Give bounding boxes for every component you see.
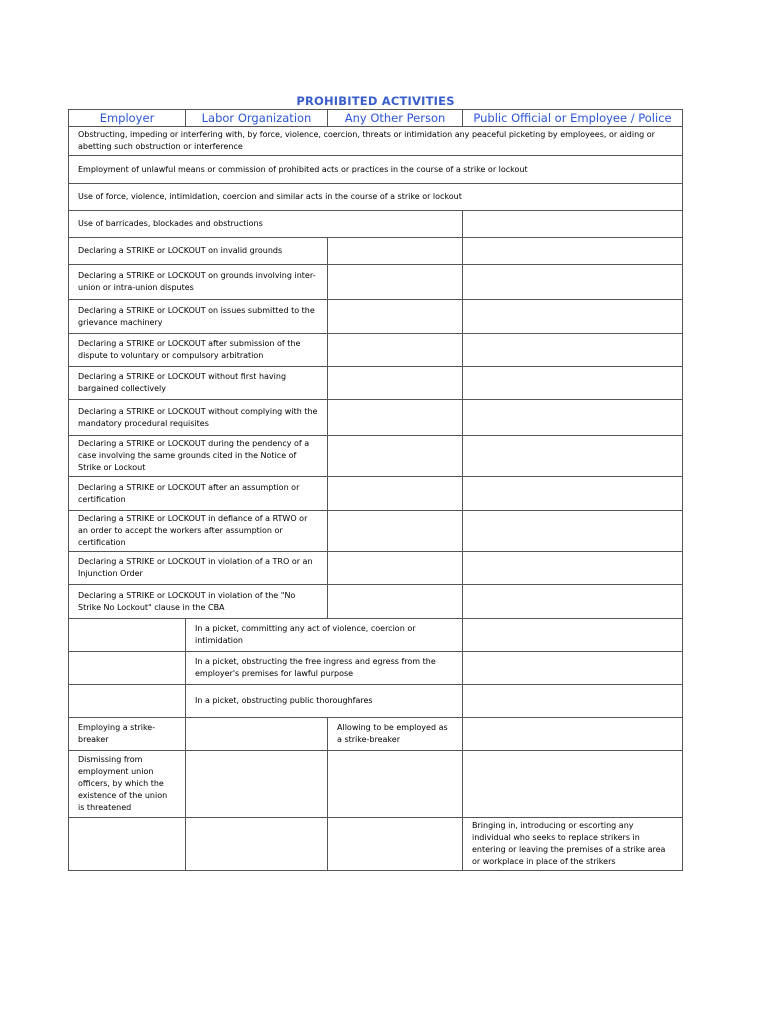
empty-cell <box>69 652 186 685</box>
table-row <box>69 685 683 718</box>
activity-cell: In a picket, obstructing the free ingress and egress from the employer's premises for lawful purpose <box>186 652 463 685</box>
empty-cell <box>463 751 683 818</box>
table-row <box>69 552 683 585</box>
activity-cell: Employment of unlawful means or commission of prohibited acts or practices in the course of a strike or lockout <box>69 156 683 184</box>
table-row <box>69 367 683 400</box>
empty-cell <box>463 511 683 552</box>
empty-cell <box>328 436 463 477</box>
empty-cell <box>328 477 463 511</box>
activity-cell: Declaring a STRIKE or LOCKOUT in violation of a TRO or an Injunction Order <box>69 552 328 585</box>
table-row <box>69 400 683 436</box>
empty-cell <box>463 334 683 367</box>
activity-cell: Obstructing, impeding or interfering with, by force, violence, coercion, threats or intimidation any peaceful picketing by employees, or aiding or abetting such obstruction or interference <box>69 127 683 156</box>
empty-cell <box>186 718 328 751</box>
empty-cell <box>328 585 463 619</box>
table-row <box>69 127 683 156</box>
prohibited-activities-table <box>68 109 683 871</box>
table-row <box>69 184 683 211</box>
empty-cell <box>186 818 328 871</box>
table-row <box>69 477 683 511</box>
empty-cell <box>463 552 683 585</box>
activity-cell: In a picket, obstructing public thoroughfares <box>186 685 463 718</box>
empty-cell <box>328 751 463 818</box>
empty-cell <box>463 367 683 400</box>
empty-cell <box>463 265 683 300</box>
activity-cell: Bringing in, introducing or escorting any individual who seeks to replace strikers in entering or leaving the premises of a strike area or workplace in place of the strikers <box>463 818 683 871</box>
activity-cell: Declaring a STRIKE or LOCKOUT without complying with the mandatory procedural requisites <box>69 400 328 436</box>
table-row <box>69 265 683 300</box>
activity-cell: Use of force, violence, intimidation, coercion and similar acts in the course of a strike or lockout <box>69 184 683 211</box>
empty-cell <box>463 400 683 436</box>
table-row <box>69 585 683 619</box>
table-row <box>69 436 683 477</box>
empty-cell <box>463 211 683 238</box>
column-header-public-official: Public Official or Employee / Police <box>463 110 683 127</box>
activity-cell: Use of barricades, blockades and obstructions <box>69 211 463 238</box>
empty-cell <box>328 818 463 871</box>
empty-cell <box>463 477 683 511</box>
empty-cell <box>186 751 328 818</box>
table-row <box>69 334 683 367</box>
empty-cell <box>328 300 463 334</box>
activity-cell: Declaring a STRIKE or LOCKOUT on invalid grounds <box>69 238 328 265</box>
table-row <box>69 619 683 652</box>
column-header-employer: Employer <box>69 110 186 127</box>
activity-cell: Declaring a STRIKE or LOCKOUT on grounds involving inter-union or intra-union disputes <box>69 265 328 300</box>
page-title: PROHIBITED ACTIVITIES <box>296 94 455 108</box>
empty-cell <box>328 552 463 585</box>
activity-cell: Declaring a STRIKE or LOCKOUT without first having bargained collectively <box>69 367 328 400</box>
empty-cell <box>463 300 683 334</box>
empty-cell <box>69 619 186 652</box>
column-header-labor-organization: Labor Organization <box>186 110 328 127</box>
empty-cell <box>463 436 683 477</box>
table-row <box>69 751 683 818</box>
column-header-any-other-person: Any Other Person <box>328 110 463 127</box>
empty-cell <box>328 511 463 552</box>
table-row <box>69 211 683 238</box>
table-row <box>69 652 683 685</box>
empty-cell <box>328 265 463 300</box>
table-row <box>69 300 683 334</box>
empty-cell <box>463 619 683 652</box>
empty-cell <box>463 718 683 751</box>
empty-cell <box>328 334 463 367</box>
empty-cell <box>463 685 683 718</box>
empty-cell <box>463 238 683 265</box>
table-row <box>69 818 683 871</box>
table-row <box>69 156 683 184</box>
empty-cell <box>328 400 463 436</box>
activity-cell: Declaring a STRIKE or LOCKOUT during the pendency of a case involving the same grounds cited in the Notice of Strike or Lockout <box>69 436 328 477</box>
table-row <box>69 238 683 265</box>
empty-cell <box>69 685 186 718</box>
empty-cell <box>328 238 463 265</box>
activity-cell: Declaring a STRIKE or LOCKOUT after an assumption or certification <box>69 477 328 511</box>
activity-cell: Declaring a STRIKE or LOCKOUT in defiance of a RTWO or an order to accept the workers after assumption or certification <box>69 511 328 552</box>
activity-cell: In a picket, committing any act of violence, coercion or intimidation <box>186 619 463 652</box>
empty-cell <box>328 367 463 400</box>
empty-cell <box>463 585 683 619</box>
activity-cell: Declaring a STRIKE or LOCKOUT after submission of the dispute to voluntary or compulsory arbitration <box>69 334 328 367</box>
table-row <box>69 718 683 751</box>
empty-cell <box>69 818 186 871</box>
activity-cell: Declaring a STRIKE or LOCKOUT on issues submitted to the grievance machinery <box>69 300 328 334</box>
activity-cell: Employing a strike-breaker <box>69 718 186 751</box>
activity-cell: Declaring a STRIKE or LOCKOUT in violation of the "No Strike No Lockout" clause in the CBA <box>69 585 328 619</box>
table-header-row <box>69 110 683 127</box>
activity-cell: Allowing to be employed as a strike-breaker <box>328 718 463 751</box>
activity-cell: Dismissing from employment union officers, by which the existence of the union is threatened <box>69 751 186 818</box>
empty-cell <box>463 652 683 685</box>
table-row <box>69 511 683 552</box>
